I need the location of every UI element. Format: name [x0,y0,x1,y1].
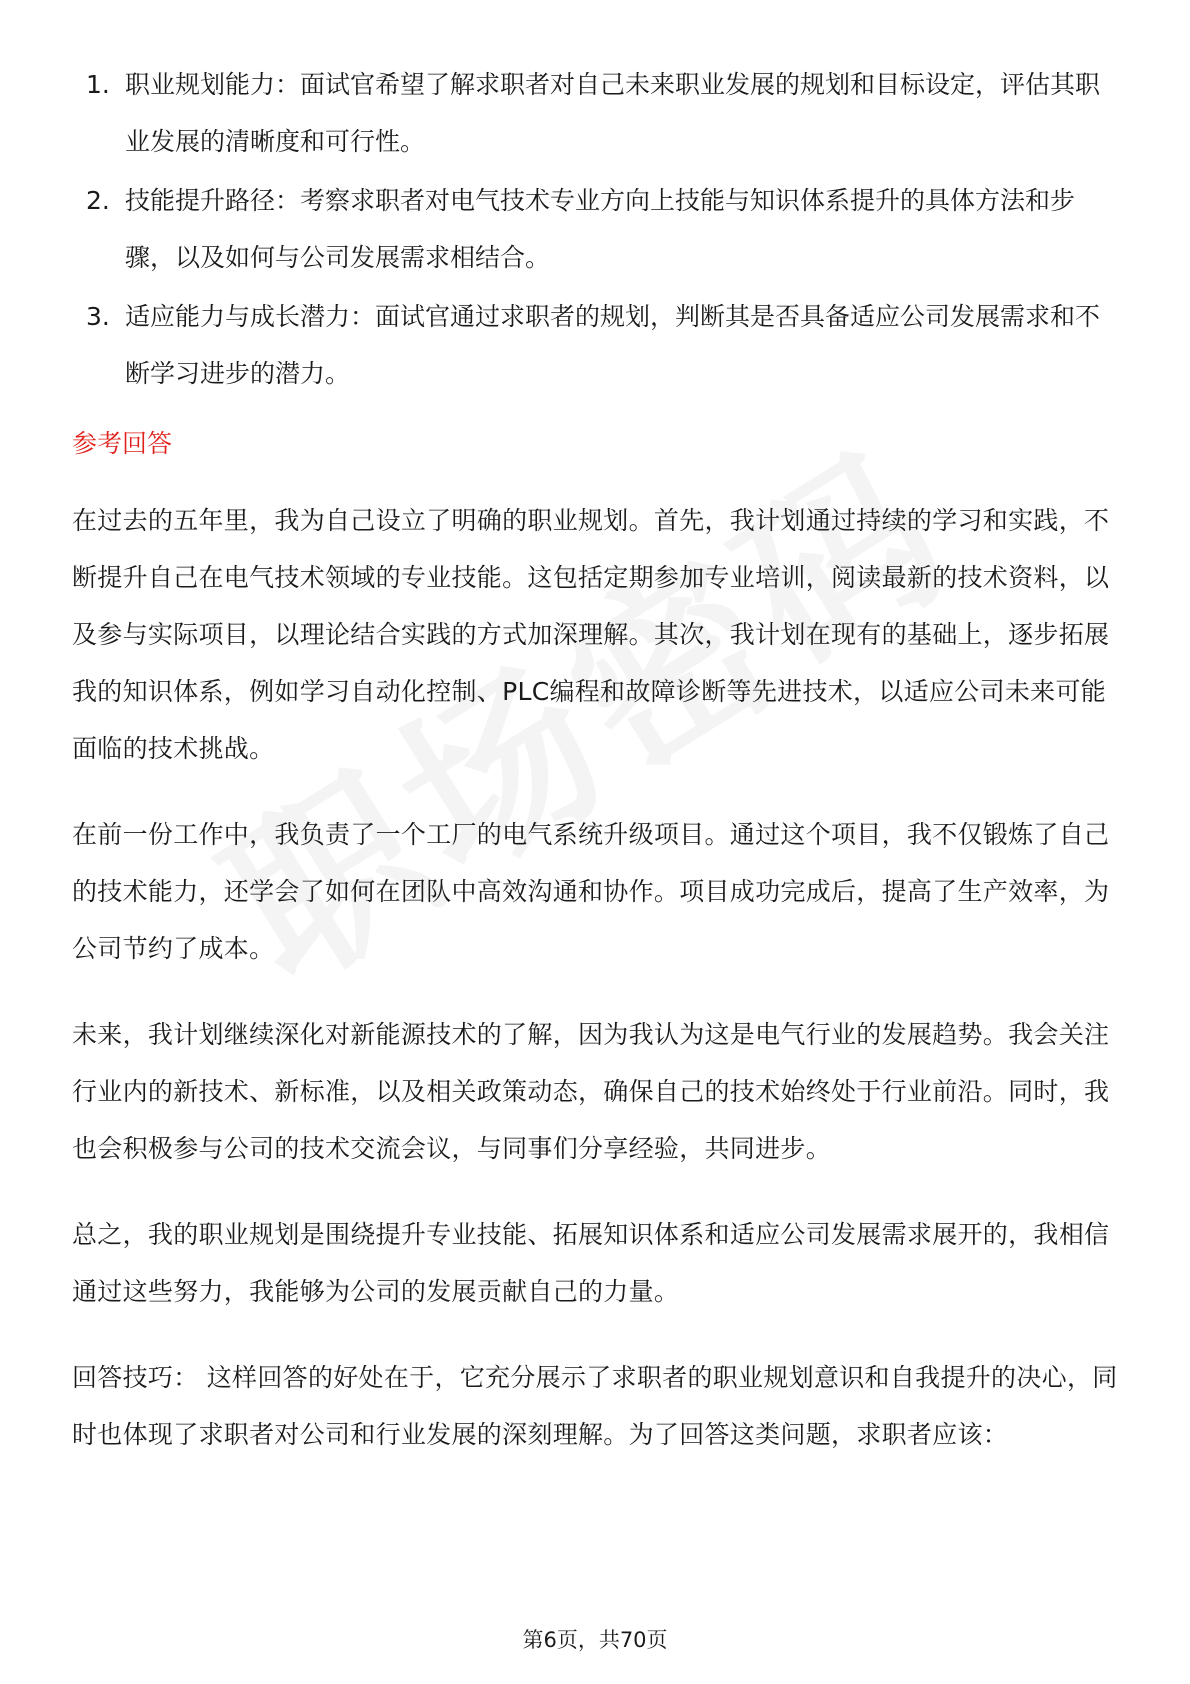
list-item [72,172,1122,286]
list-item-number: 3. [86,302,110,331]
list-item-text: 技能提升路径：考察求职者对电气技术专业方向上技能与知识体系提升的具体方法和步骤，以及如何与公司发展需求相结合。 [125,186,1076,272]
tips-paragraph: 回答技巧： 这样回答的好处在于，它充分展示了求职者的职业规划意识和自我提升的决心，同时也体现了求职者对公司和行业发展的深刻理解。为了回答这类问题，求职者应该： [72,1363,1118,1449]
answer-paragraph: 在过去的五年里，我为自己设立了明确的职业规划。首先，我计划通过持续的学习和实践，不断提升自己在电气技术领域的专业技能。这包括定期参加专业培训，阅读最新的技术资料，以及参与实际项目，以理论结合实践的方式加深理解。其次，我计划在现有的基础上，逐步拓展我的知识体系，例如学习自动化控制、PLC编程和故障诊断等先进技术，以适应公司未来可能面临的技术挑战。 [72,506,1110,763]
list-item-text: 职业规划能力：面试官希望了解求职者对自己未来职业发展的规划和目标设定，评估其职业发展的清晰度和可行性。 [125,70,1101,156]
section-title: 参考回答 [72,429,173,458]
page-content [72,56,1122,1492]
page-number-footer: 第6页，共70页 [522,1628,668,1652]
answer-paragraph: 未来，我计划继续深化对新能源技术的了解，因为我认为这是电气行业的发展趋势。我会关注行业内的新技术、新标准，以及相关政策动态，确保自己的技术始终处于行业前沿。同时，我也会积极参与公司的技术交流会议，与同事们分享经验，共同进步。 [72,1020,1110,1163]
list-item-number: 2. [86,186,110,215]
list-item [72,288,1122,402]
list-item [72,56,1122,170]
list-item-text: 适应能力与成长潜力：面试官通过求职者的规划，判断其是否具备适应公司发展需求和不断学习进步的潜力。 [125,302,1101,388]
list-item-number: 1. [86,70,110,99]
answer-paragraph: 在前一份工作中，我负责了一个工厂的电气系统升级项目。通过这个项目，我不仅锻炼了自己的技术能力，还学会了如何在团队中高效沟通和协作。项目成功完成后，提高了生产效率，为公司节约了成本。 [72,820,1110,963]
evaluation-points-list [72,56,1122,402]
answer-paragraph: 总之，我的职业规划是围绕提升专业技能、拓展知识体系和适应公司发展需求展开的，我相信通过这些努力，我能够为公司的发展贡献自己的力量。 [72,1220,1110,1306]
